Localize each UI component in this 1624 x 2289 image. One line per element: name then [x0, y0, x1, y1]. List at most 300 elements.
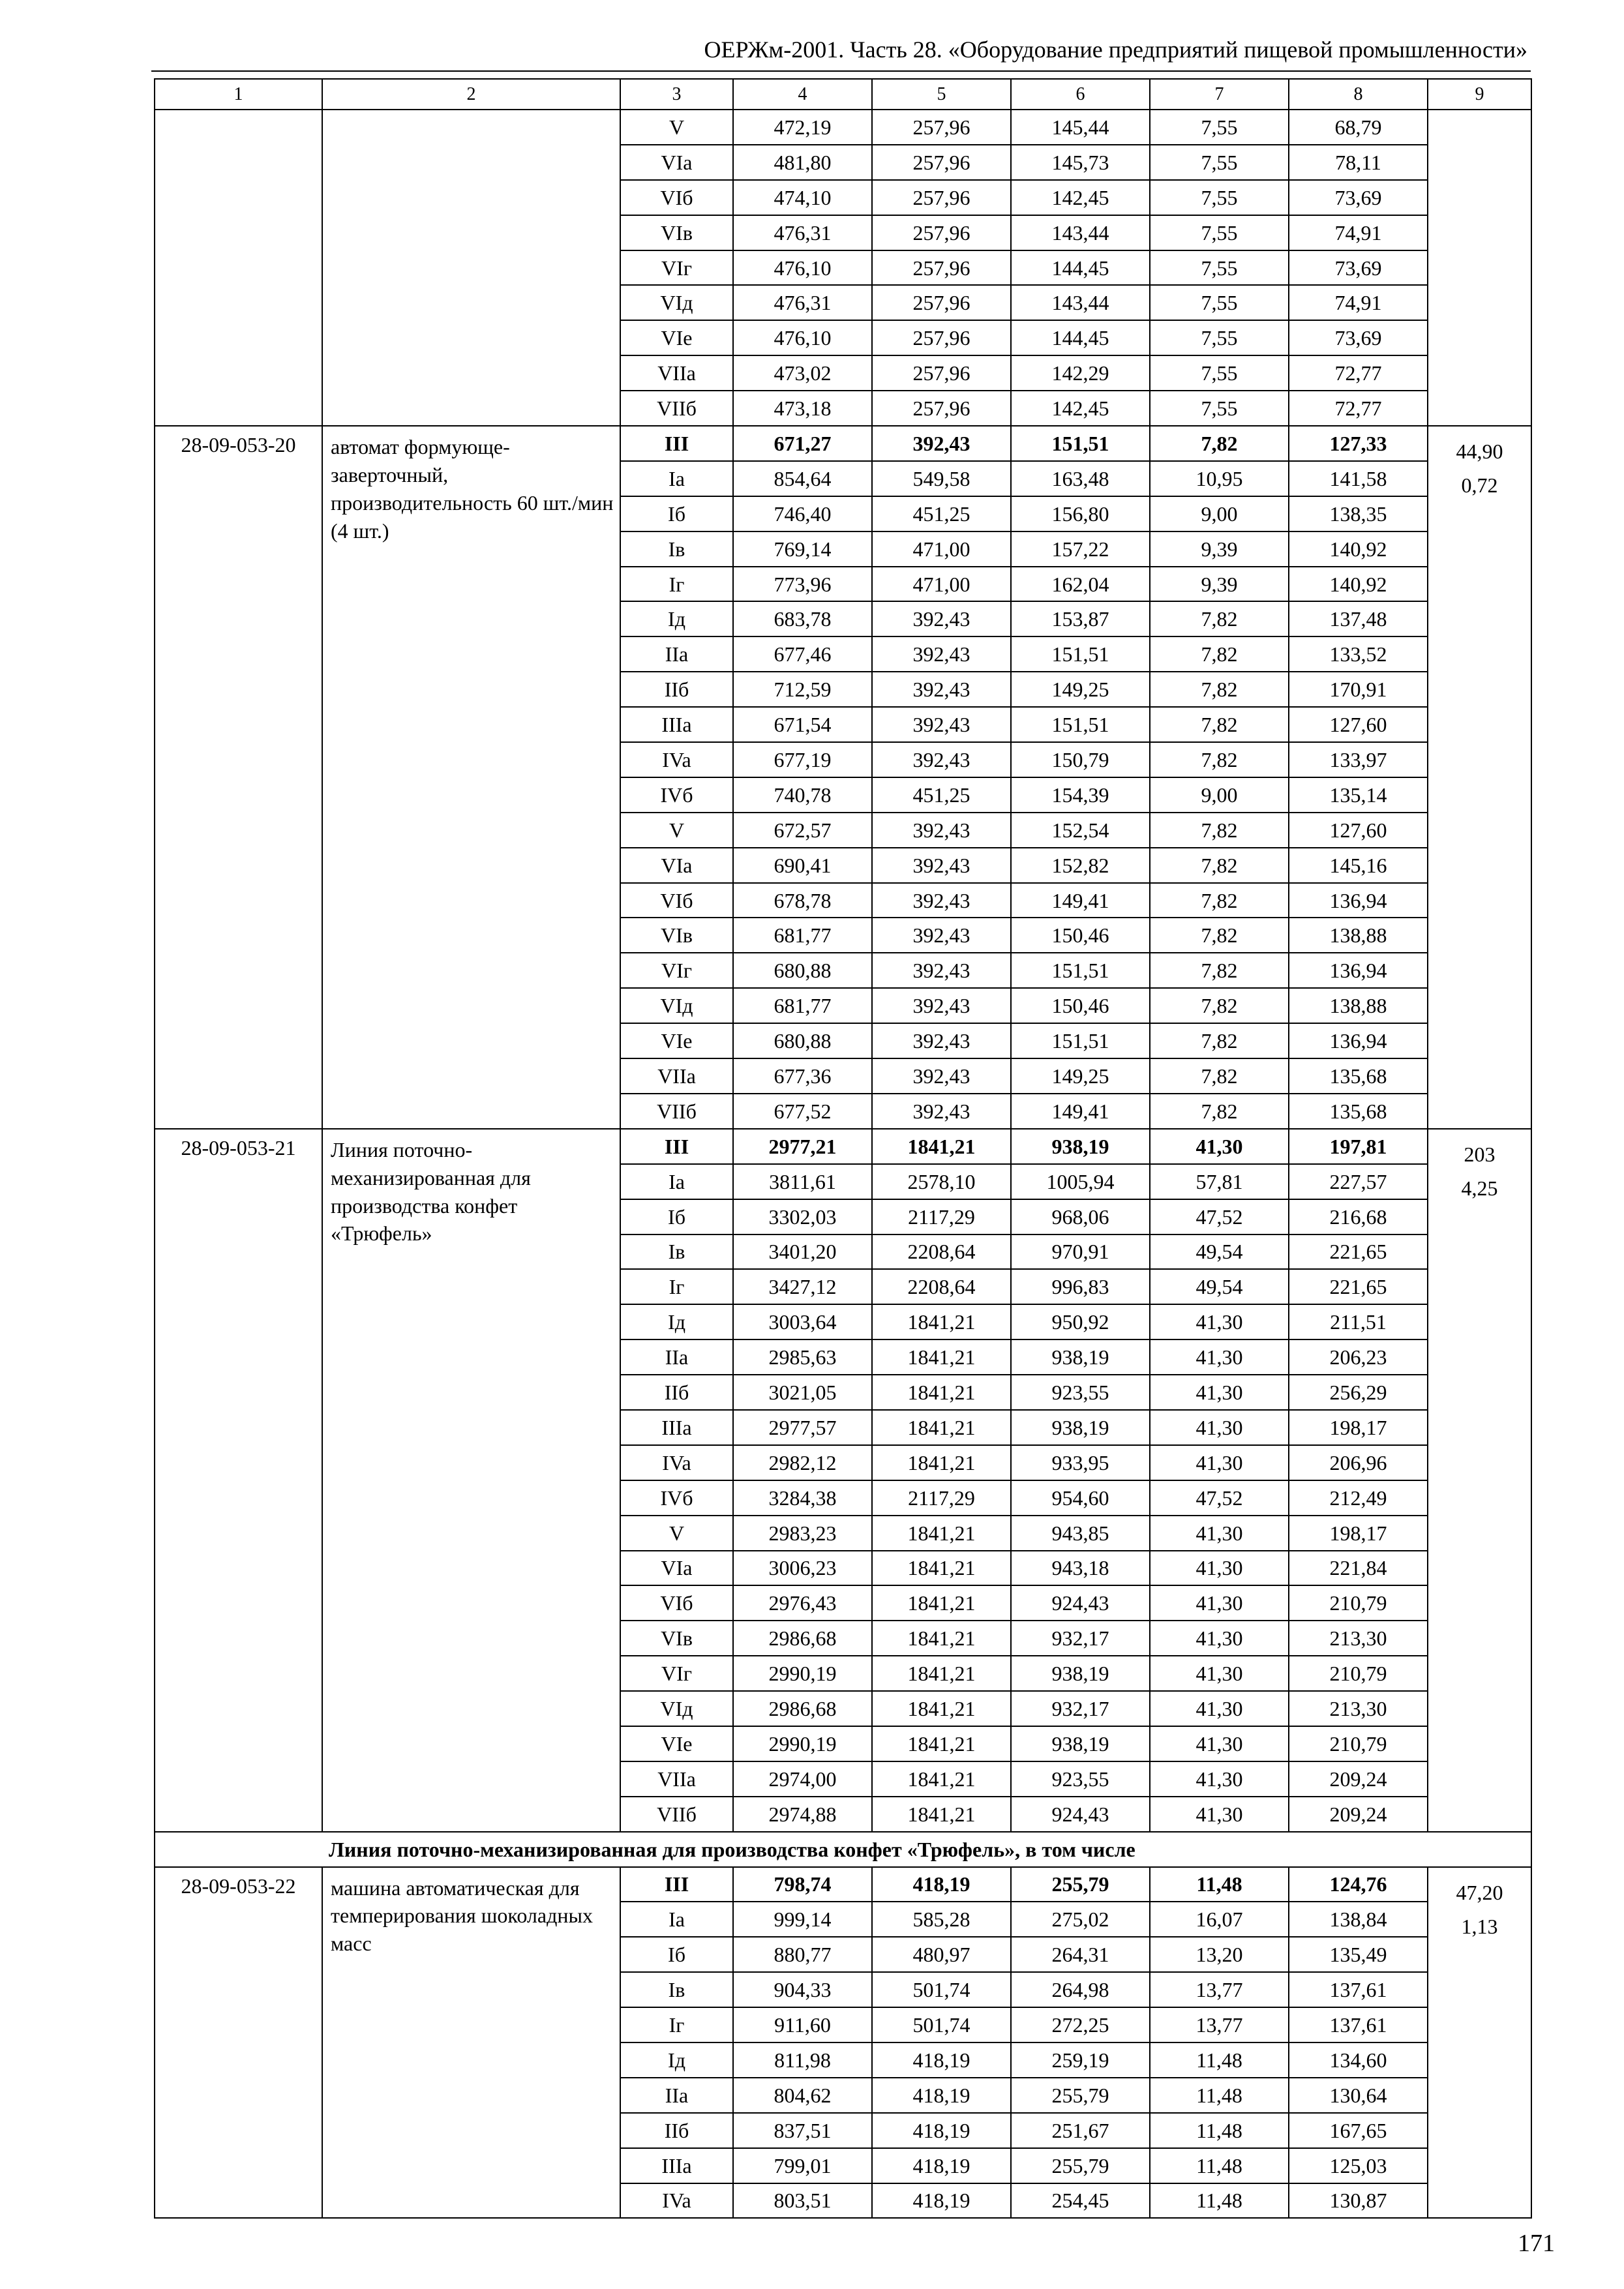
value-cell: 2982,12 — [733, 1445, 872, 1480]
column-number: 8 — [1289, 79, 1428, 110]
value-cell: 142,45 — [1011, 391, 1150, 426]
value-cell: 7,82 — [1150, 1023, 1289, 1058]
value-cell: 7,82 — [1150, 707, 1289, 742]
value-cell: 134,60 — [1289, 2042, 1428, 2078]
value-cell: 13,77 — [1150, 2007, 1289, 2042]
value-cell: 13,20 — [1150, 1937, 1289, 1972]
value-cell: 943,85 — [1011, 1516, 1150, 1551]
labor-value: 203 — [1464, 1142, 1496, 1166]
value-cell: 999,14 — [733, 1902, 872, 1937]
value-cell: 7,55 — [1150, 180, 1289, 215]
column-number: 4 — [733, 79, 872, 110]
value-cell: 145,44 — [1011, 110, 1150, 145]
value-cell: 143,44 — [1011, 285, 1150, 320]
value-cell: 57,81 — [1150, 1164, 1289, 1199]
value-cell: 41,30 — [1150, 1516, 1289, 1551]
value-cell: 11,48 — [1150, 2148, 1289, 2183]
value-cell: 11,48 — [1150, 1867, 1289, 1902]
value-cell: 149,41 — [1011, 883, 1150, 918]
zone-cell: IIIa — [620, 707, 733, 742]
value-cell: 1841,21 — [872, 1339, 1011, 1375]
value-cell: 2117,29 — [872, 1480, 1011, 1516]
value-cell: 127,60 — [1289, 813, 1428, 848]
value-cell: 135,49 — [1289, 1937, 1428, 1972]
value-cell: 2974,00 — [733, 1761, 872, 1797]
zone-cell: VIa — [620, 145, 733, 180]
value-cell: 938,19 — [1011, 1339, 1150, 1375]
value-cell: 933,95 — [1011, 1445, 1150, 1480]
value-cell: 254,45 — [1011, 2183, 1150, 2219]
value-cell: 47,52 — [1150, 1199, 1289, 1234]
value-cell: 170,91 — [1289, 672, 1428, 707]
value-cell: 221,65 — [1289, 1269, 1428, 1304]
value-cell: 137,48 — [1289, 601, 1428, 636]
rate-code: 28-09-053-20 — [155, 426, 322, 1129]
zone-cell: VIд — [620, 285, 733, 320]
value-cell: 418,19 — [872, 2113, 1011, 2148]
value-cell: 471,00 — [872, 567, 1011, 602]
value-cell: 803,51 — [733, 2183, 872, 2219]
value-cell: 740,78 — [733, 777, 872, 813]
value-cell: 3003,64 — [733, 1304, 872, 1339]
value-cell: 151,51 — [1011, 636, 1150, 672]
section-heading-row — [155, 1832, 1531, 1867]
value-cell: 149,25 — [1011, 672, 1150, 707]
value-cell: 392,43 — [872, 988, 1011, 1023]
value-cell: 392,43 — [872, 1094, 1011, 1129]
column-number: 5 — [872, 79, 1011, 110]
value-cell: 677,52 — [733, 1094, 872, 1129]
value-cell: 476,10 — [733, 320, 872, 355]
value-cell: 127,60 — [1289, 707, 1428, 742]
value-cell: 681,77 — [733, 918, 872, 953]
value-cell: 418,19 — [872, 1867, 1011, 1902]
value-cell: 259,19 — [1011, 2042, 1150, 2078]
value-cell: 257,96 — [872, 250, 1011, 286]
value-cell: 3284,38 — [733, 1480, 872, 1516]
value-cell: 257,96 — [872, 355, 1011, 391]
value-cell: 9,39 — [1150, 531, 1289, 567]
value-cell: 938,19 — [1011, 1410, 1150, 1445]
value-cell: 7,82 — [1150, 848, 1289, 883]
labor-cell — [1428, 110, 1531, 426]
value-cell: 16,07 — [1150, 1902, 1289, 1937]
value-cell: 216,68 — [1289, 1199, 1428, 1234]
value-cell: 145,16 — [1289, 848, 1428, 883]
value-cell: 2208,64 — [872, 1234, 1011, 1270]
value-cell: 1841,21 — [872, 1304, 1011, 1339]
value-cell: 2990,19 — [733, 1726, 872, 1761]
value-cell: 7,82 — [1150, 953, 1289, 988]
value-cell: 680,88 — [733, 953, 872, 988]
value-cell: 49,54 — [1150, 1234, 1289, 1270]
value-cell: 41,30 — [1150, 1656, 1289, 1691]
value-cell: 11,48 — [1150, 2113, 1289, 2148]
value-cell: 938,19 — [1011, 1726, 1150, 1761]
value-cell: 471,00 — [872, 531, 1011, 567]
value-cell: 142,45 — [1011, 180, 1150, 215]
value-cell: 943,18 — [1011, 1551, 1150, 1586]
zone-cell: VIIб — [620, 1797, 733, 1832]
value-cell: 799,01 — [733, 2148, 872, 2183]
value-cell: 41,30 — [1150, 1761, 1289, 1797]
value-cell: 157,22 — [1011, 531, 1150, 567]
zone-cell: IIa — [620, 2078, 733, 2113]
value-cell: 911,60 — [733, 2007, 872, 2042]
zone-cell: Iг — [620, 567, 733, 602]
value-cell: 950,92 — [1011, 1304, 1150, 1339]
zone-cell: VIг — [620, 953, 733, 988]
value-cell: 140,92 — [1289, 531, 1428, 567]
zone-cell: IVб — [620, 1480, 733, 1516]
value-cell: 151,51 — [1011, 953, 1150, 988]
zone-cell: V — [620, 813, 733, 848]
value-cell: 41,30 — [1150, 1445, 1289, 1480]
zone-cell: VIв — [620, 1621, 733, 1656]
zone-cell: VIIa — [620, 1058, 733, 1094]
zone-cell: Ia — [620, 461, 733, 496]
value-cell: 3401,20 — [733, 1234, 872, 1270]
table-row — [155, 110, 1531, 145]
value-cell: 932,17 — [1011, 1691, 1150, 1726]
value-cell: 2208,64 — [872, 1269, 1011, 1304]
value-cell: 136,94 — [1289, 953, 1428, 988]
value-cell: 2977,21 — [733, 1129, 872, 1164]
value-cell: 125,03 — [1289, 2148, 1428, 2183]
column-number: 6 — [1011, 79, 1150, 110]
value-cell: 3302,03 — [733, 1199, 872, 1234]
value-cell: 153,87 — [1011, 601, 1150, 636]
rate-code: 28-09-053-21 — [155, 1129, 322, 1832]
value-cell: 127,33 — [1289, 426, 1428, 461]
zone-cell: IIa — [620, 1339, 733, 1375]
value-cell: 213,30 — [1289, 1621, 1428, 1656]
value-cell: 3811,61 — [733, 1164, 872, 1199]
zone-cell: VIIб — [620, 391, 733, 426]
value-cell: 938,19 — [1011, 1129, 1150, 1164]
value-cell: 773,96 — [733, 567, 872, 602]
value-cell: 392,43 — [872, 813, 1011, 848]
value-cell: 677,19 — [733, 742, 872, 777]
value-cell: 257,96 — [872, 391, 1011, 426]
value-cell: 264,31 — [1011, 1937, 1150, 1972]
zone-cell: Iв — [620, 1972, 733, 2007]
value-cell: 2977,57 — [733, 1410, 872, 1445]
zone-cell: VIе — [620, 320, 733, 355]
table-row — [155, 426, 1531, 461]
value-cell: 549,58 — [872, 461, 1011, 496]
value-cell: 3021,05 — [733, 1375, 872, 1410]
zone-cell: Ia — [620, 1164, 733, 1199]
page-number: 171 — [1518, 2230, 1555, 2257]
value-cell: 41,30 — [1150, 1691, 1289, 1726]
value-cell: 481,80 — [733, 145, 872, 180]
value-cell: 167,65 — [1289, 2113, 1428, 2148]
value-cell: 392,43 — [872, 707, 1011, 742]
zone-cell: Iб — [620, 1937, 733, 1972]
value-cell: 156,80 — [1011, 496, 1150, 531]
value-cell: 256,29 — [1289, 1375, 1428, 1410]
value-cell: 221,84 — [1289, 1551, 1428, 1586]
value-cell: 451,25 — [872, 496, 1011, 531]
labor-cell — [1428, 1129, 1531, 1832]
value-cell: 7,82 — [1150, 601, 1289, 636]
value-cell: 1841,21 — [872, 1761, 1011, 1797]
zone-cell: IIб — [620, 672, 733, 707]
value-cell: 7,55 — [1150, 145, 1289, 180]
value-cell: 41,30 — [1150, 1551, 1289, 1586]
value-cell: 10,95 — [1150, 461, 1289, 496]
value-cell: 149,25 — [1011, 1058, 1150, 1094]
value-cell: 392,43 — [872, 918, 1011, 953]
value-cell: 73,69 — [1289, 180, 1428, 215]
value-cell: 671,54 — [733, 707, 872, 742]
value-cell: 954,60 — [1011, 1480, 1150, 1516]
value-cell: 149,41 — [1011, 1094, 1150, 1129]
value-cell: 74,91 — [1289, 215, 1428, 250]
labor-value: 44,90 — [1456, 440, 1503, 464]
value-cell: 418,19 — [872, 2148, 1011, 2183]
value-cell: 138,88 — [1289, 918, 1428, 953]
value-cell: 210,79 — [1289, 1726, 1428, 1761]
value-cell: 272,25 — [1011, 2007, 1150, 2042]
value-cell: 74,91 — [1289, 285, 1428, 320]
value-cell: 7,82 — [1150, 672, 1289, 707]
value-cell: 136,94 — [1289, 1023, 1428, 1058]
value-cell: 1005,94 — [1011, 1164, 1150, 1199]
value-cell: 7,55 — [1150, 320, 1289, 355]
value-cell: 227,57 — [1289, 1164, 1428, 1199]
zone-cell: III — [620, 426, 733, 461]
value-cell: 210,79 — [1289, 1585, 1428, 1621]
value-cell: 143,44 — [1011, 215, 1150, 250]
zone-cell: IVб — [620, 777, 733, 813]
value-cell: 206,23 — [1289, 1339, 1428, 1375]
zone-cell: III — [620, 1129, 733, 1164]
zone-cell: VIг — [620, 1656, 733, 1691]
value-cell: 150,46 — [1011, 988, 1150, 1023]
value-cell: 996,83 — [1011, 1269, 1150, 1304]
value-cell: 198,17 — [1289, 1516, 1428, 1551]
value-cell: 923,55 — [1011, 1761, 1150, 1797]
value-cell: 924,43 — [1011, 1797, 1150, 1832]
value-cell: 138,84 — [1289, 1902, 1428, 1937]
value-cell: 257,96 — [872, 145, 1011, 180]
equipment-name: Линия поточно-механизированная для производства конфет «Трюфель» — [322, 1129, 620, 1832]
labor-value: 1,13 — [1461, 1914, 1498, 1938]
column-number: 7 — [1150, 79, 1289, 110]
column-number: 3 — [620, 79, 733, 110]
value-cell: 1841,21 — [872, 1375, 1011, 1410]
value-cell: 1841,21 — [872, 1726, 1011, 1761]
value-cell: 798,74 — [733, 1867, 872, 1902]
value-cell: 476,10 — [733, 250, 872, 286]
value-cell: 41,30 — [1150, 1129, 1289, 1164]
value-cell: 837,51 — [733, 2113, 872, 2148]
value-cell: 137,61 — [1289, 1972, 1428, 2007]
value-cell: 476,31 — [733, 215, 872, 250]
value-cell: 41,30 — [1150, 1585, 1289, 1621]
value-cell: 473,18 — [733, 391, 872, 426]
zone-cell: Iд — [620, 1304, 733, 1339]
value-cell: 392,43 — [872, 426, 1011, 461]
value-cell: 854,64 — [733, 461, 872, 496]
value-cell: 68,79 — [1289, 110, 1428, 145]
value-cell: 672,57 — [733, 813, 872, 848]
value-cell: 7,55 — [1150, 250, 1289, 286]
value-cell: 255,79 — [1011, 2078, 1150, 2113]
value-cell: 124,76 — [1289, 1867, 1428, 1902]
section-heading: Линия поточно-механизированная для производства конфет «Трюфель», в том числе — [155, 1832, 1531, 1867]
value-cell: 142,29 — [1011, 355, 1150, 391]
value-cell: 9,00 — [1150, 777, 1289, 813]
column-number: 2 — [322, 79, 620, 110]
equipment-name: автомат формующе-заверточный, производительность 60 шт./мин (4 шт.) — [322, 426, 620, 1129]
value-cell: 677,46 — [733, 636, 872, 672]
value-cell: 680,88 — [733, 1023, 872, 1058]
rate-code — [155, 110, 322, 426]
value-cell: 746,40 — [733, 496, 872, 531]
value-cell: 257,96 — [872, 320, 1011, 355]
header-divider — [151, 70, 1531, 72]
zone-cell: VIе — [620, 1023, 733, 1058]
value-cell: 162,04 — [1011, 567, 1150, 602]
value-cell: 198,17 — [1289, 1410, 1428, 1445]
value-cell: 1841,21 — [872, 1691, 1011, 1726]
value-cell: 152,82 — [1011, 848, 1150, 883]
value-cell: 2976,43 — [733, 1585, 872, 1621]
zone-cell: Iг — [620, 2007, 733, 2042]
value-cell: 257,96 — [872, 215, 1011, 250]
value-cell: 210,79 — [1289, 1656, 1428, 1691]
value-cell: 392,43 — [872, 883, 1011, 918]
column-number-row — [155, 79, 1531, 110]
zone-cell: VIд — [620, 988, 733, 1023]
value-cell: 7,82 — [1150, 1058, 1289, 1094]
labor-cell — [1428, 1867, 1531, 2219]
value-cell: 136,94 — [1289, 883, 1428, 918]
value-cell: 141,58 — [1289, 461, 1428, 496]
zone-cell: IIIa — [620, 2148, 733, 2183]
value-cell: 7,55 — [1150, 355, 1289, 391]
value-cell: 11,48 — [1150, 2183, 1289, 2219]
value-cell: 212,49 — [1289, 1480, 1428, 1516]
zone-cell: IIIa — [620, 1410, 733, 1445]
value-cell: 804,62 — [733, 2078, 872, 2113]
document-header-title: ОЕРЖм-2001. Часть 28. «Оборудование предприятий пищевой промышленности» — [704, 37, 1527, 63]
value-cell: 154,39 — [1011, 777, 1150, 813]
value-cell: 209,24 — [1289, 1797, 1428, 1832]
zone-cell: VIIa — [620, 355, 733, 391]
value-cell: 501,74 — [872, 1972, 1011, 2007]
value-cell: 41,30 — [1150, 1375, 1289, 1410]
value-cell: 932,17 — [1011, 1621, 1150, 1656]
value-cell: 2117,29 — [872, 1199, 1011, 1234]
value-cell: 41,30 — [1150, 1339, 1289, 1375]
value-cell: 1841,21 — [872, 1516, 1011, 1551]
value-cell: 49,54 — [1150, 1269, 1289, 1304]
table-row — [155, 1129, 1531, 1164]
value-cell: 135,14 — [1289, 777, 1428, 813]
value-cell: 392,43 — [872, 848, 1011, 883]
value-cell: 3006,23 — [733, 1551, 872, 1586]
price-table-body — [155, 79, 1531, 2218]
value-cell: 7,55 — [1150, 285, 1289, 320]
value-cell: 144,45 — [1011, 250, 1150, 286]
labor-value: 0,72 — [1461, 473, 1498, 498]
value-cell: 392,43 — [872, 636, 1011, 672]
value-cell: 7,82 — [1150, 636, 1289, 672]
zone-cell: III — [620, 1867, 733, 1902]
value-cell: 138,35 — [1289, 496, 1428, 531]
value-cell: 9,00 — [1150, 496, 1289, 531]
value-cell: 145,73 — [1011, 145, 1150, 180]
zone-cell: IIa — [620, 636, 733, 672]
value-cell: 7,82 — [1150, 883, 1289, 918]
value-cell: 769,14 — [733, 531, 872, 567]
value-cell: 137,61 — [1289, 2007, 1428, 2042]
value-cell: 73,69 — [1289, 250, 1428, 286]
value-cell: 2974,88 — [733, 1797, 872, 1832]
value-cell: 150,46 — [1011, 918, 1150, 953]
zone-cell: VIб — [620, 883, 733, 918]
value-cell: 451,25 — [872, 777, 1011, 813]
value-cell: 418,19 — [872, 2078, 1011, 2113]
zone-cell: IVa — [620, 1445, 733, 1480]
value-cell: 2986,68 — [733, 1621, 872, 1656]
equipment-name — [322, 110, 620, 426]
value-cell: 7,82 — [1150, 918, 1289, 953]
value-cell: 690,41 — [733, 848, 872, 883]
zone-cell: VIIa — [620, 1761, 733, 1797]
value-cell: 880,77 — [733, 1937, 872, 1972]
value-cell: 392,43 — [872, 601, 1011, 636]
value-cell: 938,19 — [1011, 1656, 1150, 1691]
zone-cell: Iб — [620, 496, 733, 531]
value-cell: 2990,19 — [733, 1656, 872, 1691]
zone-cell: IVa — [620, 2183, 733, 2219]
value-cell: 970,91 — [1011, 1234, 1150, 1270]
zone-cell: VIa — [620, 848, 733, 883]
zone-cell: VIб — [620, 1585, 733, 1621]
value-cell: 904,33 — [733, 1972, 872, 2007]
zone-cell: VIв — [620, 215, 733, 250]
value-cell: 255,79 — [1011, 1867, 1150, 1902]
value-cell: 473,02 — [733, 355, 872, 391]
zone-cell: Iг — [620, 1269, 733, 1304]
value-cell: 392,43 — [872, 1023, 1011, 1058]
value-cell: 1841,21 — [872, 1585, 1011, 1621]
value-cell: 1841,21 — [872, 1621, 1011, 1656]
value-cell: 2578,10 — [872, 1164, 1011, 1199]
zone-cell: IIб — [620, 2113, 733, 2148]
equipment-name: машина автоматическая для темперирования шоколадных масс — [322, 1867, 620, 2219]
zone-cell: Ia — [620, 1902, 733, 1937]
value-cell: 678,78 — [733, 883, 872, 918]
value-cell: 47,52 — [1150, 1480, 1289, 1516]
value-cell: 474,10 — [733, 180, 872, 215]
value-cell: 392,43 — [872, 1058, 1011, 1094]
value-cell: 209,24 — [1289, 1761, 1428, 1797]
value-cell: 418,19 — [872, 2183, 1011, 2219]
value-cell: 480,97 — [872, 1937, 1011, 1972]
value-cell: 7,82 — [1150, 1094, 1289, 1129]
value-cell: 811,98 — [733, 2042, 872, 2078]
value-cell: 501,74 — [872, 2007, 1011, 2042]
value-cell: 712,59 — [733, 672, 872, 707]
value-cell: 7,82 — [1150, 742, 1289, 777]
value-cell: 11,48 — [1150, 2078, 1289, 2113]
